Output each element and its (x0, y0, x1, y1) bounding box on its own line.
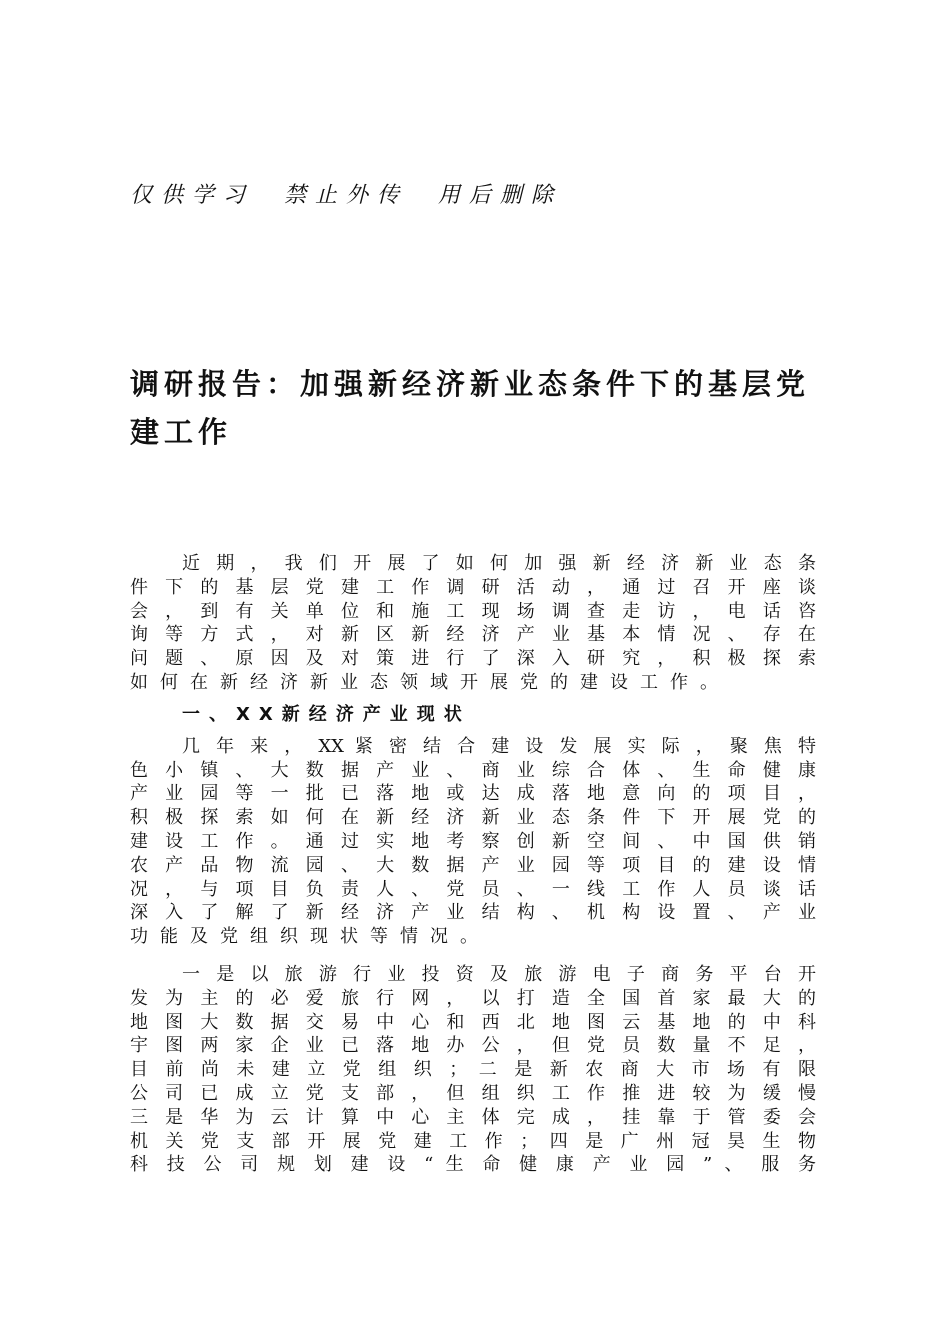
confidential-notice (130, 178, 562, 209)
text-line: 近 期 ， 我 们 开 展 了 如 何 加 强 新 经 济 新 业 态 条 (182, 553, 816, 574)
notice-part-1: 仅供学习 (130, 183, 255, 208)
text-line: 机 关 党 支 部 开 展 党 建 工 作 ； 四 是 广 州 冠 昊 生 物 (130, 1130, 816, 1152)
text-line: 目 前 尚 未 建 立 党 组 织 ； 二 是 新 农 商 大 市 场 有 限 (130, 1059, 816, 1081)
status-paragraph (130, 735, 816, 949)
text-line: 农 产 品 物 流 园 、 大 数 据 产 业 园 等 项 目 的 建 设 情 (130, 854, 816, 876)
section-heading: 一、XX新经济产业现状 (182, 703, 471, 725)
intro-paragraph (130, 552, 816, 695)
text-line: 询 等 方 式 ， 对 新 区 新 经 济 产 业 基 本 情 况 、 存 在 (130, 624, 816, 646)
text-line: 宇 图 两 家 企 业 已 落 地 办 公 ， 但 党 员 数 量 不 足 ， (130, 1035, 816, 1057)
text-line: 色 小 镇 、 大 数 据 产 业 、 商 业 综 合 体 、 生 命 健 康 (130, 759, 816, 781)
text-line: 地 图 大 数 据 交 易 中 心 和 西 北 地 图 云 基 地 的 中 科 (130, 1011, 816, 1033)
text-line: 积 极 探 索 如 何 在 新 经 济 新 业 态 条 件 下 开 展 党 的 (130, 807, 816, 829)
text-line: 如何在新经济新业态领域开展党的建设工作。 (130, 671, 730, 693)
text-line: 一 是 以 旅 游 行 业 投 资 及 旅 游 电 子 商 务 平 台 开 (182, 963, 816, 985)
text-line: 建 设 工 作 。 通 过 实 地 考 察 创 新 空 间 、 中 国 供 销 (130, 830, 816, 852)
text-line: 功能及党组织现状等情况。 (130, 926, 490, 948)
text-line: 况 ， 与 项 目 负 责 人 、 党 员 、 一 线 工 作 人 员 谈 话 (130, 878, 816, 900)
document-title: 调研报告：加强新经济新业态条件下的基层党建工作 (130, 367, 811, 449)
text-line: 产 业 园 等 一 批 已 落 地 或 达 成 落 地 意 向 的 项 目 ， (130, 783, 816, 805)
text-line: 会 ， 到 有 关 单 位 和 施 工 现 场 调 查 走 访 ， 电 话 咨 (130, 600, 816, 622)
notice-part-3: 用后删除 (438, 183, 563, 208)
notice-part-2: 禁止外传 (284, 183, 409, 208)
document-body (130, 552, 816, 1177)
text-line: 发 为 主 的 必 爱 旅 行 网 ， 以 打 造 全 国 首 家 最 大 的 (130, 987, 816, 1009)
text-line: 件 下 的 基 层 党 建 工 作 调 研 活 动 ， 通 过 召 开 座 谈 (130, 576, 816, 598)
text-line: 科 技 公 司 规 划 建 设 “ 生 命 健 康 产 业 园 ” 、 服 务 (130, 1154, 816, 1176)
text-line: 深 入 了 解 了 新 经 济 产 业 结 构 、 机 构 设 置 、 产 业 (130, 902, 816, 924)
text-line: 三 是 华 为 云 计 算 中 心 主 体 完 成 ， 挂 靠 于 管 委 会 (130, 1106, 816, 1128)
projects-paragraph (130, 963, 816, 1177)
text-line: 几 年 来 ， XX 紧 密 结 合 建 设 发 展 实 际 ， 聚 焦 特 (182, 735, 816, 757)
text-line: 问 题 、 原 因 及 对 策 进 行 了 深 入 研 究 ， 积 极 探 索 (130, 648, 816, 670)
text-line: 公 司 已 成 立 党 支 部 ， 但 组 织 工 作 推 进 较 为 缓 慢 (130, 1082, 816, 1104)
